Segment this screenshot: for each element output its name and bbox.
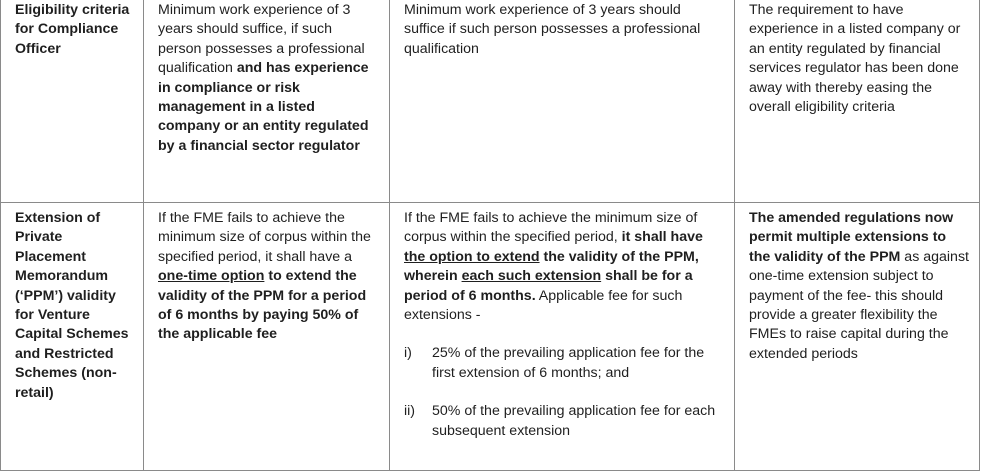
- old-text: Minimum work experience of 3 years should suffice, if such person possesses a professional qualification: [158, 2, 365, 77]
- old-underlined-text: one-time option: [158, 268, 265, 285]
- row-heading-cell: [1, 203, 144, 471]
- list-number: ii): [404, 403, 416, 420]
- list-number: i): [404, 345, 412, 362]
- new-bold-text: the validity of the PPM, wherein: [404, 248, 699, 285]
- list-item: [404, 402, 724, 441]
- list-text: 25% of the prevailing application fee for the first extension of 6 months; and: [432, 345, 705, 381]
- new-bold-text: shall be for a period of 6 months.: [404, 268, 693, 304]
- old-bold-text: to extend the validity of the PPM for a period of 6 months by paying 50% of the applicable fee: [158, 268, 367, 343]
- list-item: [404, 344, 724, 383]
- row-heading-cell: [1, 0, 144, 203]
- table-row: [1, 203, 980, 471]
- new-underlined-text: each such extension: [461, 268, 602, 285]
- remark-cell: [735, 0, 980, 203]
- new-text: If the FME fails to achieve the minimum size of corpus within the specified period,: [404, 210, 698, 246]
- row-heading: Eligibility criteria for Compliance Officer: [15, 2, 130, 57]
- new-underlined-text: the option to extend: [404, 248, 540, 265]
- new-bold-text: it shall have: [621, 229, 703, 246]
- new-provision-cell: [390, 203, 735, 471]
- old-provision-cell: [144, 203, 390, 471]
- list-text: 50% of the prevailing application fee for each subsequent extension: [432, 403, 716, 439]
- remark-text: The requirement to have experience in a listed company or an entity regulated by financial services regulator has been done away with thereby easing the overall eligibility criteria: [749, 2, 961, 116]
- old-provision-cell: [144, 0, 390, 203]
- new-text: Applicable fee for such extensions -: [404, 287, 683, 324]
- old-bold-text: and has experience in compliance or risk management in a listed company or an entity regulated by a financial sector regulator: [158, 60, 369, 154]
- remark-cell: [735, 203, 980, 471]
- row-heading: Extension of Private Placement Memorandum (‘PPM’) validity for Venture Capital Schemes and Restricted Schemes (non-retail): [15, 210, 129, 401]
- new-paragraph: [404, 209, 724, 325]
- old-text: If the FME fails to achieve the minimum size of corpus within the specified period, it shall have a: [158, 210, 371, 265]
- remark-bold-text: The amended regulations now permit multiple extensions to the validity of the PPM: [749, 210, 954, 265]
- new-text: Minimum work experience of 3 years should suffice if such person possesses a professional qualification: [404, 2, 701, 57]
- new-provision-cell: [390, 0, 735, 203]
- remark-text: as against one-time extension subject to payment of the fee- this should provide a greater flexibility the FMEs to raise capital during the extended periods: [749, 248, 969, 362]
- table-row: [1, 0, 980, 203]
